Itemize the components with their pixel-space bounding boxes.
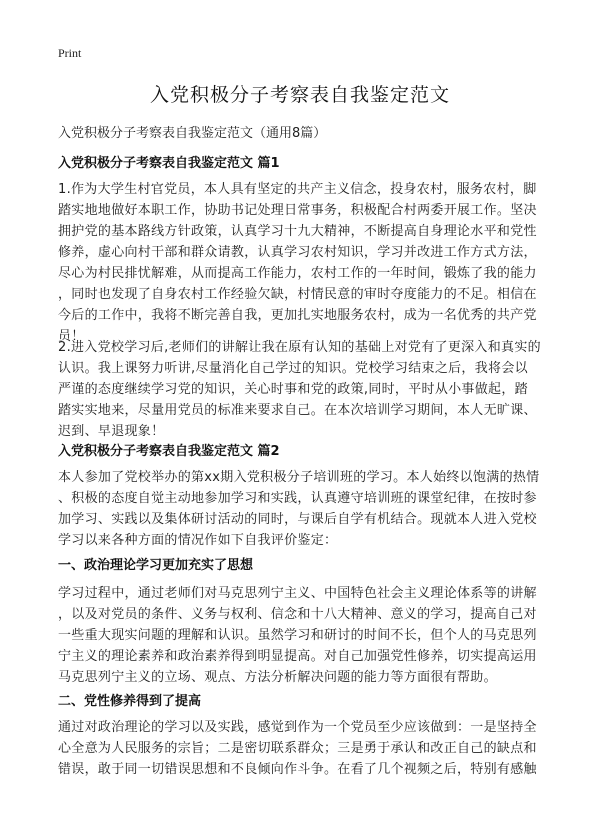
text-line: ，同时也发现了自身农村工作经验欠缺，村情民意的审时夺度能力的不足。相信在 xyxy=(58,287,537,302)
text-line: 拥护党的基本路线方针政策，认真学习十九大精神，不断提高自身理论水平和党性 xyxy=(58,224,537,239)
text-line: 修养，虚心向村干部和群众请教，认真学习农村知识，学习并改进工作方式方法， xyxy=(58,245,537,260)
page-title: 入党积极分子考察表自我鉴定范文 xyxy=(149,84,450,106)
section-3-paragraph-1 xyxy=(58,583,544,688)
section-4-paragraph-1 xyxy=(58,717,544,780)
text-line: 加学习、实践以及集体研讨活动的同时，与课后自学有机结合。现就本人进入党校 xyxy=(58,512,537,527)
text-line: 学习过程中，通过老师们对马克思列宁主义、中国特色社会主义理论体系等的讲解 xyxy=(58,586,537,601)
section-1-paragraph-2 xyxy=(58,337,544,442)
text-line: 心全意为人民服务的宗旨；二是密切联系群众；三是勇于承认和改正自己的缺点和 xyxy=(58,741,537,756)
section-2-paragraph-1 xyxy=(58,467,544,551)
page-subtitle: 入党积极分子考察表自我鉴定范文（通用8篇） xyxy=(58,126,327,141)
text-line: 迟到、早退现象！ xyxy=(58,424,165,439)
text-line: 一些重大现实问题的理解和认识。虽然学习和研讨的时间不长，但个人的马克思列 xyxy=(58,628,537,643)
section-1-paragraph-1 xyxy=(58,179,544,347)
text-line: 2.进入党校学习后,老师们的讲解让我在原有认知的基础上对党有了更深入和真实的 xyxy=(58,340,541,355)
section-heading-3: 一、政治理论学习更加充实了思想 xyxy=(58,558,254,573)
text-line: 通过对政治理论的学习以及实践，感觉到作为一个党员至少应该做到：一是坚持全 xyxy=(58,720,537,735)
section-heading-1: 入党积极分子考察表自我鉴定范文 篇1 xyxy=(58,156,280,171)
text-line: 本人参加了党校举办的第xx期入党积极分子培训班的学习。本人始终以饱满的热情 xyxy=(58,470,540,485)
text-line: 宁主义的理论素养和政治素养得到明显提高。对自己加强党性修养，切实提高运用 xyxy=(58,649,537,664)
text-line: 今后的工作中，我将不断完善自我，更加扎实地服务农村，成为一名优秀的共产党 xyxy=(58,308,537,323)
text-line: 踏实地地做好本职工作，协助书记处理日常事务，积极配合村两委开展工作。坚决 xyxy=(58,203,537,218)
text-line: 错误，敢于同一切错误思想和不良倾向作斗争。在看了几个视频之后，特别有感触 xyxy=(58,762,537,777)
text-line: 、积极的态度自觉主动地参加学习和实践，认真遵守培训班的课堂纪律，在按时参 xyxy=(58,491,537,506)
text-line: 学习以来各种方面的情况作如下自我评价鉴定： xyxy=(58,533,338,548)
text-line: 马克思列宁主义的立场、观点、方法分析解决问题的能力等方面很有帮助。 xyxy=(58,670,497,685)
print-link[interactable]: Print xyxy=(58,46,82,60)
text-line: 踏实实地来，尽量用党员的标准来要求自己。在本次培训学习期间，本人无旷课、 xyxy=(58,403,537,418)
text-line: ，以及对党员的条件、义务与权利、信念和十八大精神、意义的学习，提高自己对 xyxy=(58,607,537,622)
text-line: 认识。我上课努力听讲,尽量消化自己学过的知识。党校学习结束之后，我将会以 xyxy=(58,361,528,376)
text-line: 尽心为村民排忧解难，从而提高工作能力，农村工作的一年时间，锻炼了我的能力 xyxy=(58,266,537,281)
section-heading-2: 入党积极分子考察表自我鉴定范文 篇2 xyxy=(58,444,280,459)
text-line: 严谨的态度继续学习党的知识，关心时事和党的政策,同时，平时从小事做起，踏 xyxy=(58,382,528,397)
section-heading-4: 二、党性修养得到了提高 xyxy=(58,694,202,709)
text-line: 员！ xyxy=(58,329,85,344)
text-line: 1.作为大学生村官党员，本人具有坚定的共产主义信念，投身农村，服务农村，脚 xyxy=(58,182,537,197)
